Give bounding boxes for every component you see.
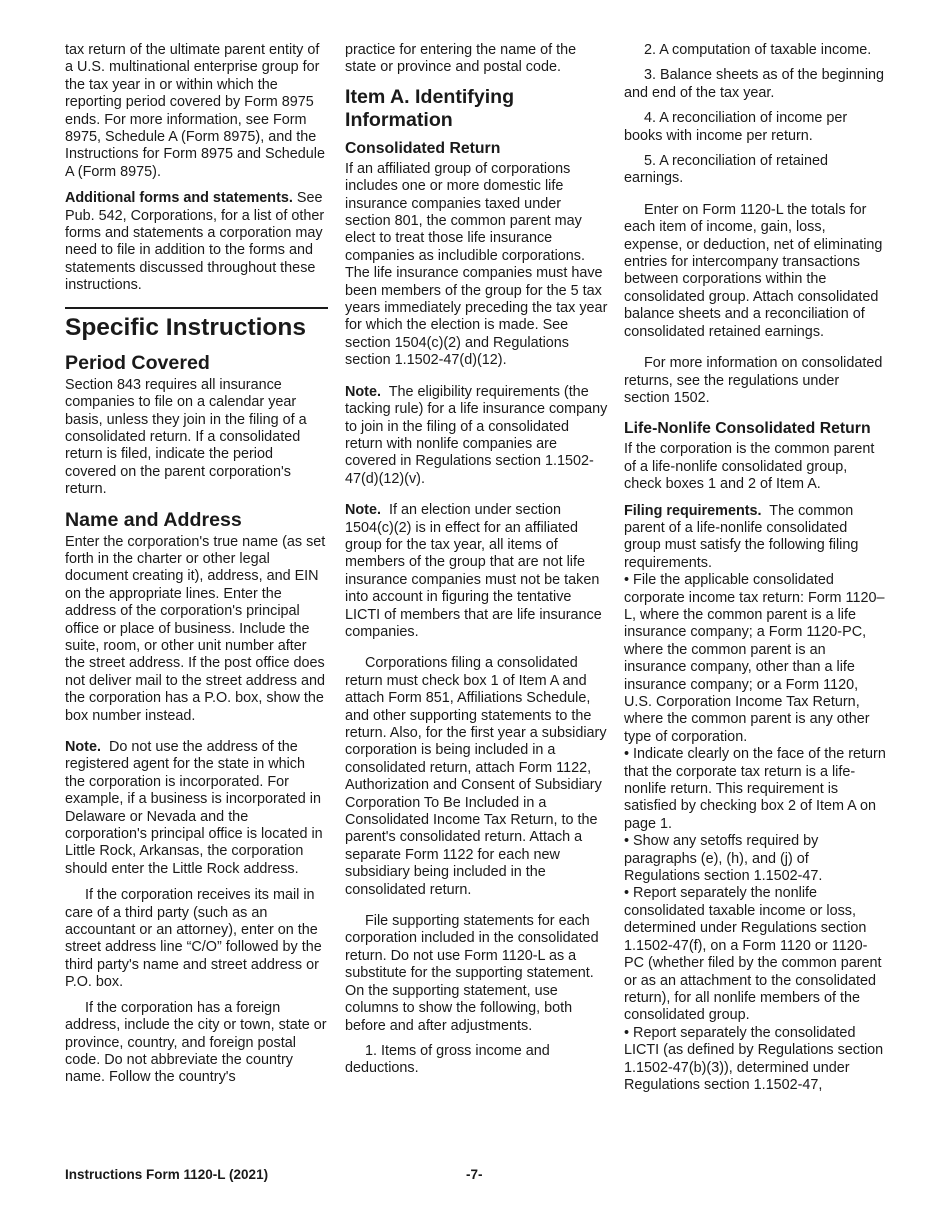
footer-page-number: -7-: [466, 1167, 483, 1182]
section-heading-specific-instructions: Specific Instructions: [65, 307, 328, 342]
bullet-item: • Indicate clearly on the face of the return that the corporate tax return is a life-nonlife return. This requirement is satisfied by checking box 2 of Item A on page 1.: [624, 746, 887, 833]
filing-requirements-paragraph: [624, 503, 887, 573]
name-address-text: Enter the corporation's true name (as set forth in the charter or other legal document creating it), address, and EIN on the appropriate lines. Enter the address of the corporation's principal office or place of business. Include the suite, room, or other unit number after the street address. If the post office does not deliver mail to the street address and the corporation has a P.O. box, show the box number instead.: [65, 533, 326, 724]
note-text: The eligibility requirements (the tacking rule) for a life insurance company to join in the filing of a consolidated return with nonlife companies are covered in Regulations section 1.1502-47(d)(12)(v).: [345, 383, 608, 487]
heading-item-a: Item A. Identifying Information: [345, 85, 515, 131]
foreign-address-paragraph: If the corporation has a foreign address, include the city or town, state or province, country, and foreign postal code. Do not abbreviate the country name. Follow the country's: [65, 999, 327, 1086]
column-right: [624, 42, 887, 1094]
continued-paragraph: practice for entering the name of the state or province and postal code.: [345, 42, 577, 76]
file-supporting-paragraph: File supporting statements for each corporation included in the consolidated return. Do not use Form 1120-L as a substitute for the supporting statement. On the supporting statement, use columns to show the following, both before and after adjustments.: [345, 913, 599, 1034]
list-item: 3. Balance sheets as of the beginning and end of the tax year.: [624, 67, 885, 101]
footer-form-title: Instructions Form 1120-L (2021): [65, 1167, 269, 1182]
list-item: 2. A computation of taxable income.: [644, 42, 872, 58]
note-text: If an election under section 1504(c)(2) is in effect for an affiliated group for the tax year, all items of members of the group that are not life insurance companies must not be taken into account in figuring the tentative LICTI of members that are life insurance companies.: [345, 502, 602, 640]
note-text: Do not use the address of the registered agent for the state in which the corporation is incorporated. For example, if a business is incorporated in Delaware or Nevada and the corporation's principal office is located in Little Rock, Arkansas, the corporation should enter the Little Rock address.: [65, 739, 323, 877]
list-item: 5. A reconciliation of retained earnings.: [624, 153, 828, 187]
heading-life-nonlife: Life-Nonlife Consolidated Return: [624, 420, 871, 438]
list-item: 1. Items of gross income and deductions.: [345, 1042, 550, 1077]
third-party-paragraph: If the corporation receives its mail in care of a third party (such as an accountant or an attorney), enter on the street address line “C/O” followed by the third party's name and street address or P.O. box.: [65, 887, 322, 991]
period-covered-text: Section 843 requires all insurance companies to file on a calendar year basis, unless they join in the filing of a consolidated return. If a consolidated return is filed, indicate the period covered on the parent corporation's return.: [65, 376, 307, 498]
bullet-item: • Show any setoffs required by paragraphs (e), (h), and (j) of Regulations section 1.1502-47.: [624, 833, 887, 885]
note-lead: Note.: [345, 502, 381, 519]
consolidated-return-text: If an affiliated group of corporations includes one or more domestic life insurance companies taxed under section 801, the common parent may elect to treat those life insurance companies as includible corporations. The life insurance companies must have been members of the group for the 5 tax years immediately preceding the tax year for which the election is made. See section 1504(c)(2) and Regulations section 1.1502-47(d)(12).: [345, 160, 608, 369]
life-nonlife-text: If the corporation is the common parent of a life-nonlife consolidated group, check boxes 1 and 2 of Item A.: [624, 441, 875, 493]
additional-forms-paragraph: [65, 190, 328, 294]
list-item: 4. A reconciliation of income per books with income per return.: [624, 110, 848, 144]
note-election: [345, 502, 608, 641]
column-middle: [345, 42, 608, 1086]
column-left: [65, 42, 328, 1095]
bullet-item: • Report separately the nonlife consolidated taxable income or loss, determined under Regulations section 1.1502-47(f), on a Form 1120 or 1120-PC (whether filed by the common parent or as an attachment to the consolidated return), for all nonlife members of the consolidated group.: [624, 885, 887, 1024]
intro-paragraph: tax return of the ultimate parent entity of a U.S. multinational enterprise group for the tax year in or within which the reporting period covered by Form 8975 ends. For more information, see Form 8975, Schedule A (Form 8975), and the Instructions for Form 8975 and Schedule A (Form 8975).: [65, 42, 325, 180]
more-info-paragraph: For more information on consolidated returns, see the regulations under section 1502.: [624, 355, 883, 406]
note-registered-agent: [65, 739, 328, 878]
enter-totals-paragraph: Enter on Form 1120-L the totals for each item of income, gain, loss, expense, or deduction, net of eliminating entries for intercompany transactions between corporations within the consolidated group. Attach consolidated balance sheets and a reconciliation of consolidated retained earnings.: [624, 201, 883, 340]
heading-consolidated-return: Consolidated Return: [345, 139, 501, 157]
bullet-item: • File the applicable consolidated corporate income tax return: Form 1120–L, where the common parent is a life insurance company; a Form 1120-PC, where the common parent is an insurance company, other than a life insurance company; or a Form 1120, U.S. Corporation Income Tax Return, where the common parent is any other type of corporation.: [624, 572, 887, 746]
heading-name-and-address: Name and Address: [65, 508, 242, 531]
filing-requirements-lead: Filing requirements.: [624, 502, 762, 519]
note-lead: Note.: [345, 383, 381, 400]
heading-period-covered: Period Covered: [65, 351, 210, 374]
additional-forms-text: See Pub. 542, Corporations, for a list of other forms and statements a corporation may need to file in addition to the forms and statements discussed throughout these instructions.: [65, 190, 325, 294]
corporations-filing-paragraph: Corporations filing a consolidated return must check box 1 of Item A and attach Form 851, Affiliations Schedule, and other supporting statements to the return. Also, for the first year a subsidiary corporation is being included in a consolidated return, attach Form 1122, Authorization and Consent of Subsidiary Corporation To Be Included in a Consolidated Income Tax Return, to the parent's consolidated return. Attach a separate Form 1122 for each new subsidiary being included in the consolidated return.: [345, 655, 607, 898]
additional-forms-lead: Additional forms and statements.: [65, 190, 293, 207]
bullet-item: • Report separately the consolidated LICTI (as defined by Regulations section 1.1502-47(b)(3)), determined under Regulations section 1.1502-47,: [624, 1025, 887, 1095]
filing-requirements-text: The common parent of a life-nonlife consolidated group must satisfy the following filing requirements.: [624, 502, 859, 571]
note-tacking-rule: [345, 384, 608, 488]
note-lead: Note.: [65, 739, 101, 755]
